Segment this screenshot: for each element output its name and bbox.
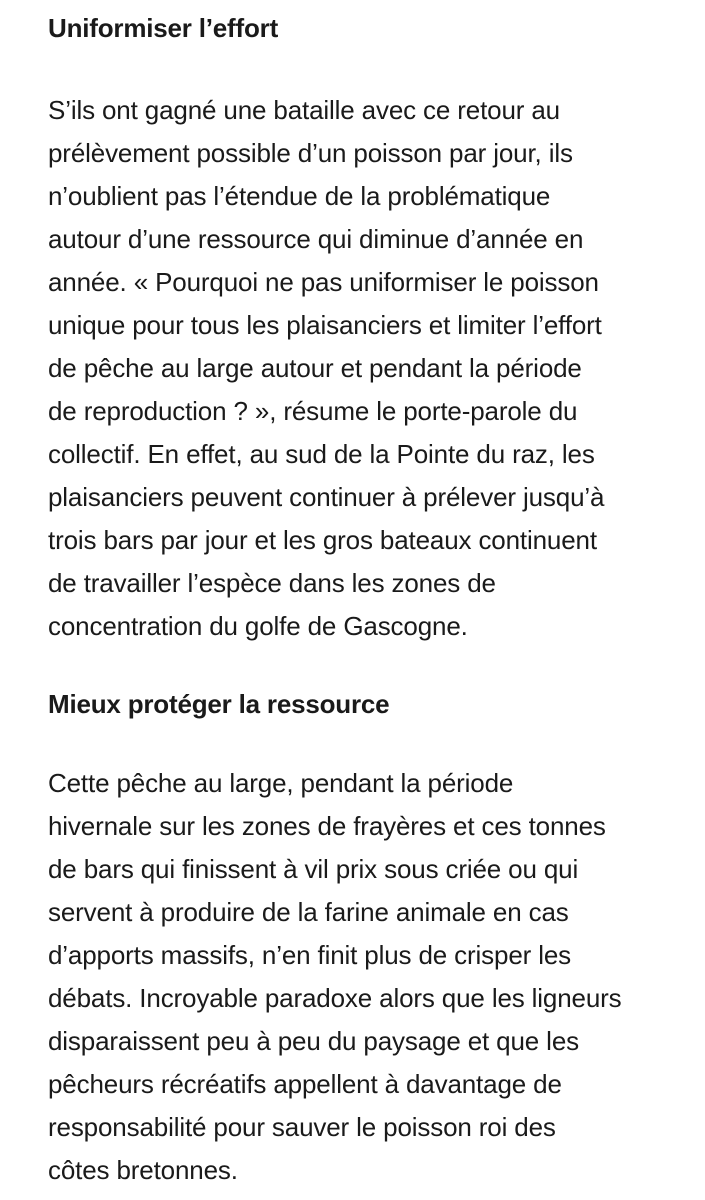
paragraph-line: pêcheurs récréatifs appellent à davantage de	[48, 1069, 562, 1099]
section-heading: Uniformiser l’effort	[48, 13, 279, 43]
section-heading: Mieux protéger la ressource	[48, 689, 390, 719]
paragraph-line: disparaissent peu à peu du paysage et que les	[48, 1026, 579, 1056]
paragraph-line: unique pour tous les plaisanciers et limiter l’effort	[48, 310, 602, 340]
paragraph-line: collectif. En effet, au sud de la Pointe du raz, les	[48, 439, 595, 469]
paragraph-line: débats. Incroyable paradoxe alors que les ligneurs	[48, 983, 622, 1013]
article-paragraph	[48, 762, 657, 1192]
paragraph-line: Cette pêche au large, pendant la période	[48, 768, 514, 798]
paragraph-line: de pêche au large autour et pendant la période	[48, 353, 582, 383]
paragraph-line: d’apports massifs, n’en finit plus de crisper les	[48, 940, 571, 970]
paragraph-line: trois bars par jour et les gros bateaux continuent	[48, 525, 597, 555]
paragraph-line: servent à produire de la farine animale en cas	[48, 897, 569, 927]
paragraph-line: n’oublient pas l’étendue de la problématique	[48, 181, 551, 211]
paragraph-line: hivernale sur les zones de frayères et ces tonnes	[48, 811, 606, 841]
paragraph-line: plaisanciers peuvent continuer à prélever jusqu’à	[48, 482, 605, 512]
paragraph-line: autour d’une ressource qui diminue d’année en	[48, 224, 584, 254]
paragraph-line: de bars qui finissent à vil prix sous criée ou qui	[48, 854, 579, 884]
paragraph-line: année. « Pourquoi ne pas uniformiser le poisson	[48, 267, 599, 297]
paragraph-line: S’ils ont gagné une bataille avec ce retour au	[48, 95, 560, 125]
article-paragraph	[48, 89, 657, 648]
paragraph-line: côtes bretonnes.	[48, 1155, 238, 1185]
paragraph-line: de travailler l’espèce dans les zones de	[48, 568, 496, 598]
paragraph-line: de reproduction ? », résume le porte-parole du	[48, 396, 578, 426]
paragraph-line: prélèvement possible d’un poisson par jour, ils	[48, 138, 573, 168]
paragraph-line: responsabilité pour sauver le poisson roi des	[48, 1112, 556, 1142]
paragraph-line: concentration du golfe de Gascogne.	[48, 611, 468, 641]
